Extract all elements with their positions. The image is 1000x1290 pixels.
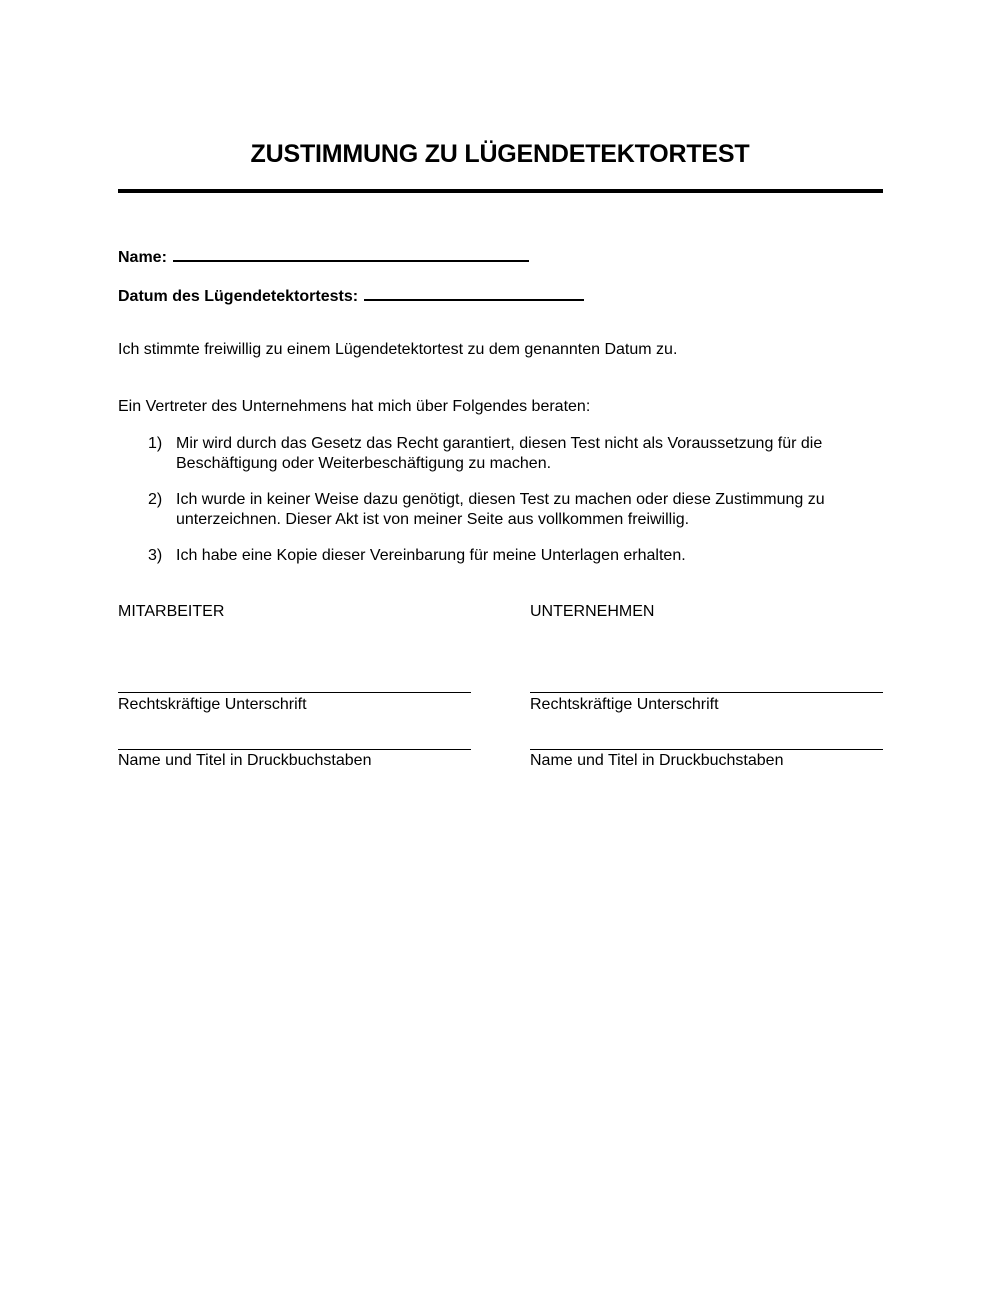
employee-signature-line[interactable] xyxy=(118,692,471,693)
company-name-line[interactable] xyxy=(530,749,883,750)
list-item xyxy=(148,434,888,474)
list-number: 2) xyxy=(148,491,163,508)
list-text: Ich habe eine Kopie dieser Vereinbarung für meine Unterlagen erhalten. xyxy=(176,547,686,564)
document-title: ZUSTIMMUNG ZU LÜGENDETEKTORTEST xyxy=(250,140,750,168)
date-label: Datum des Lügendetektortests: xyxy=(118,288,359,305)
date-blank-line[interactable] xyxy=(364,285,584,301)
company-name-label: Name und Titel in Druckbuchstaben xyxy=(530,752,784,769)
employee-heading: MITARBEITER xyxy=(118,603,225,620)
company-signature-label: Rechtskräftige Unterschrift xyxy=(530,696,719,713)
list-item xyxy=(148,490,888,530)
consent-statement: Ich stimmte freiwillig zu einem Lügendetektortest zu dem genannten Datum zu. xyxy=(118,341,678,358)
company-heading: UNTERNEHMEN xyxy=(530,603,655,620)
employee-name-line[interactable] xyxy=(118,749,471,750)
name-label: Name: xyxy=(118,249,167,266)
title-divider xyxy=(118,189,883,193)
employee-name-label: Name und Titel in Druckbuchstaben xyxy=(118,752,372,769)
name-blank-line[interactable] xyxy=(173,246,529,262)
list-item xyxy=(148,546,888,566)
list-number: 1) xyxy=(148,435,163,452)
date-field xyxy=(118,285,584,306)
company-signature-line[interactable] xyxy=(530,692,883,693)
list-number: 3) xyxy=(148,547,163,564)
list-text: Ich wurde in keiner Weise dazu genötigt, diesen Test zu machen oder diese Zustimmung zu unterzeichnen. Dieser Akt ist von meiner Seite aus vollkommen freiwillig. xyxy=(176,491,825,528)
advice-intro: Ein Vertreter des Unternehmens hat mich über Folgendes beraten: xyxy=(118,398,591,415)
name-field xyxy=(118,246,529,267)
list-text: Mir wird durch das Gesetz das Recht garantiert, diesen Test nicht als Voraussetzung für die Beschäftigung oder Weiterbeschäftigung zu machen. xyxy=(176,435,823,472)
employee-signature-label: Rechtskräftige Unterschrift xyxy=(118,696,307,713)
